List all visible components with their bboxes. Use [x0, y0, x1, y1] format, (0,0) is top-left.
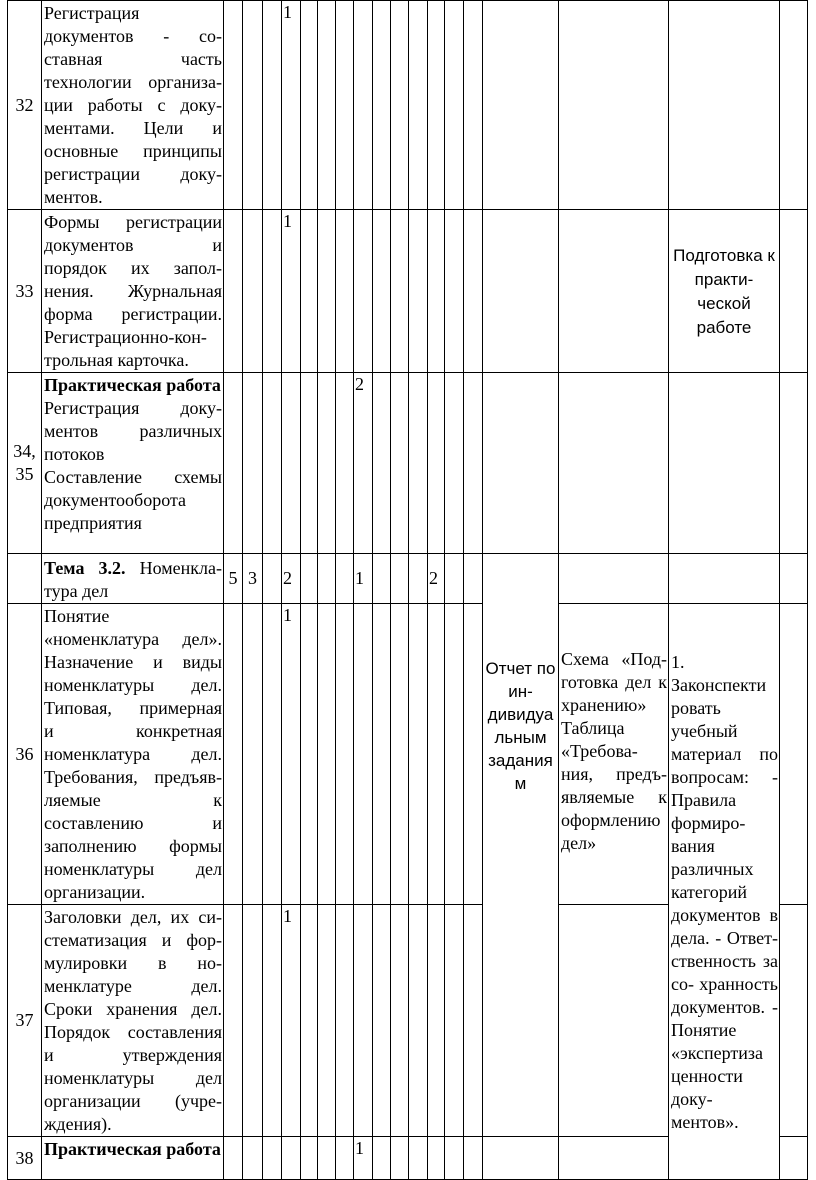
lesson-topic: Практическая работа	[42, 1137, 224, 1180]
curriculum-table	[7, 0, 808, 1180]
theme-title: Тема 3.2. Номенкла-тура дел	[42, 554, 224, 604]
homework-cell: 1. Законспекти ровать учебный материал по вопросам: - Правила формиро- вания различных категорий документов в дела. - Ответ- ственность за со- хранность документов. - Понятие «экспертиза ценности доку- ментов».	[669, 604, 780, 1180]
scheme-cell: Схема «Под- готовка дел к хранению» Таблица «Требова- ния, предъ- являемые к оформлению дел»	[559, 604, 669, 905]
table-row	[8, 210, 808, 373]
hours-col-12: 2	[428, 554, 445, 604]
lesson-number: 33	[8, 210, 42, 373]
hours-value: 2	[354, 373, 373, 554]
lesson-topic: Заголовки дел, их си- стематизация и фор- мулировки в но- менклатуре дел. Сроки хранения дел. Порядок составления и утверждения номенклатуры дел организации (учре- ждения).	[42, 905, 224, 1137]
hours-lectures: 3	[243, 554, 263, 604]
hours-col-8: 1	[354, 554, 373, 604]
hours-value: 1	[282, 1, 301, 210]
table-row	[8, 554, 808, 604]
hours-value: 1	[282, 905, 301, 1137]
lesson-topic: Регистрация документов - со- ставная часть технологии организа- ции работы с доку- ментами. Цели и основные принципы регистрации доку- ментов.	[42, 1, 224, 210]
lesson-topic: Практическая работа Регистрация доку- ментов различных потоков Составление схемы документооборота предприятия	[42, 373, 224, 554]
hours-col-4: 2	[282, 554, 301, 604]
lesson-number: 36	[8, 604, 42, 905]
lesson-number: 37	[8, 905, 42, 1137]
lesson-topic: Формы регистрации документов и порядок их запол- нения. Журнальная форма регистрации. Регистрационно-кон- трольная карточка.	[42, 210, 224, 373]
table-row	[8, 373, 808, 554]
preparation-note: Подготовка к практи- ческой работе	[669, 210, 780, 373]
hours-value: 1	[354, 1137, 373, 1180]
table-row	[8, 1, 808, 210]
table-row	[8, 604, 808, 905]
lesson-number: 38	[8, 1137, 42, 1180]
lesson-number: 32	[8, 1, 42, 210]
hours-value: 1	[282, 604, 301, 905]
report-cell: Отчет по ин- дивидуа льным задания м	[483, 554, 559, 1137]
lesson-topic: Понятие «номенклатура дел». Назначение и виды номенклатуры дел. Типовая, примерная и конкретная номенклатура дел. Требования, предъяв- ляемые к составлению и заполнению формы номенклатуры дел организации.	[42, 604, 224, 905]
hours-total: 5	[224, 554, 243, 604]
lesson-number: 34, 35	[8, 373, 42, 554]
hours-value: 1	[282, 210, 301, 373]
